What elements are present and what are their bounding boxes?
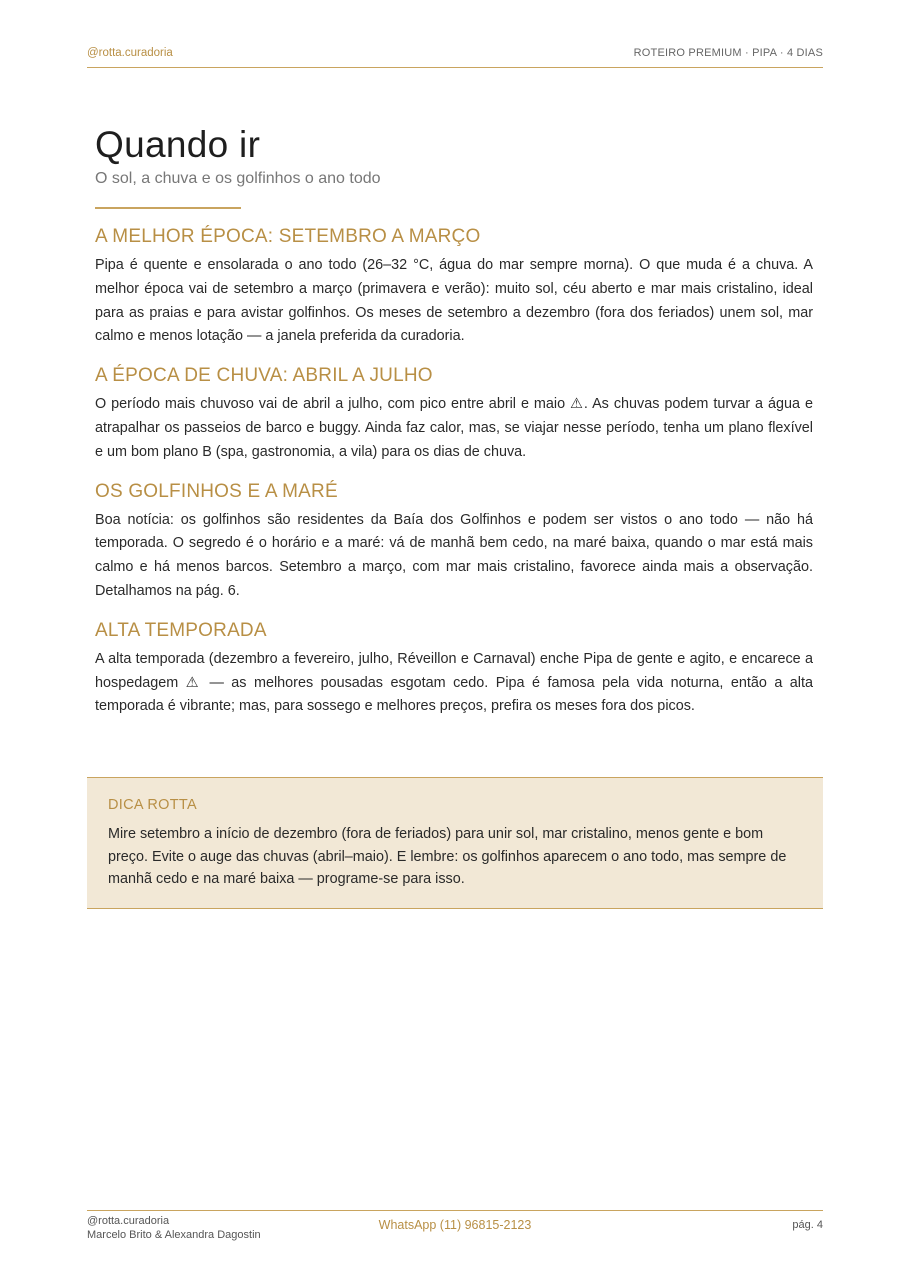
section-heading: OS GOLFINHOS E A MARÉ — [95, 480, 338, 502]
page-number: pág. 4 — [792, 1219, 823, 1231]
tip-box — [87, 777, 823, 909]
footer-brand: @rotta.curadoria — [87, 1215, 170, 1227]
section-heading: ALTA TEMPORADA — [95, 619, 267, 641]
section-best-season — [95, 226, 813, 349]
tip-body: Mire setembro a início de dezembro (fora de feriados) para unir sol, mar cristalino, menos gente e bom preço. Evite o auge das chuvas (abril–maio). E lembre: os golfinhos aparecem o ano todo, mas sempre de manhã cedo e na maré baixa — programe-se para isso. — [108, 826, 787, 887]
section-body: Boa notícia: os golfinhos são residentes da Baía dos Golfinhos e podem ser vistos o ano todo — não há temporada. O segredo é o horário e a maré: vá de manhã bem cedo, na maré baixa, quando o mar está mais calmo e há menos barcos. Setembro a março, com mar mais cristalino, favorece ainda mais a observação. Detalhamos na pág. 6. — [95, 511, 813, 599]
section-body: Pipa é quente e ensolarada o ano todo (26–32 °C, água do mar sempre morna). O que muda é a chuva. A melhor época vai de setembro a março (primavera e verão): muito sol, céu aberto e mar mais cristalino, ideal para as praias e para avistar golfinhos. Os meses de setembro a dezembro (fora dos feriados) unem sol, mar calmo e menos lotação — a janela preferida da curadoria. — [95, 257, 813, 345]
page-header — [87, 47, 823, 68]
header-brand: @rotta.curadoria — [87, 47, 173, 59]
header-document-label: ROTEIRO PREMIUM · PIPA · 4 DIAS — [633, 47, 823, 59]
footer-contact-link[interactable]: WhatsApp (11) 96815-2123 — [378, 1218, 532, 1232]
title-divider — [95, 207, 241, 209]
section-dolphins-tide — [95, 481, 813, 604]
section-heading: A MELHOR ÉPOCA: SETEMBRO A MARÇO — [95, 226, 481, 247]
page-title: Quando ir — [95, 124, 261, 165]
page-footer — [87, 1210, 823, 1245]
section-body: A alta temporada (dezembro a fevereiro, julho, Réveillon e Carnaval) enche Pipa de gente e agito, e encarece a hospedagem ⚠ — as melhores pousadas esgotam cedo. Pipa é famosa pela vida noturna, então a alta temporada é vibrante; mas, para sossego e melhores preços, prefira os meses fora dos picos. — [95, 650, 813, 715]
footer-authors: Marcelo Brito & Alexandra Dagostin — [87, 1229, 261, 1241]
page-subtitle: O sol, a chuva e os golfinhos o ano todo — [95, 170, 381, 187]
section-high-season — [95, 620, 813, 719]
section-heading: A ÉPOCA DE CHUVA: ABRIL A JULHO — [95, 365, 433, 387]
section-rainy-season — [95, 365, 813, 464]
main-content — [95, 226, 813, 735]
section-body: O período mais chuvoso vai de abril a julho, com pico entre abril e maio ⚠. As chuvas podem turvar a água e atrapalhar os passeios de barco e buggy. Ainda faz calor, mas, se viajar nesse período, tenha um plano flexível e um bom plano B (spa, gastronomia, a vila) para os dias de chuva. — [95, 396, 813, 460]
tip-heading: DICA ROTTA — [108, 797, 197, 813]
